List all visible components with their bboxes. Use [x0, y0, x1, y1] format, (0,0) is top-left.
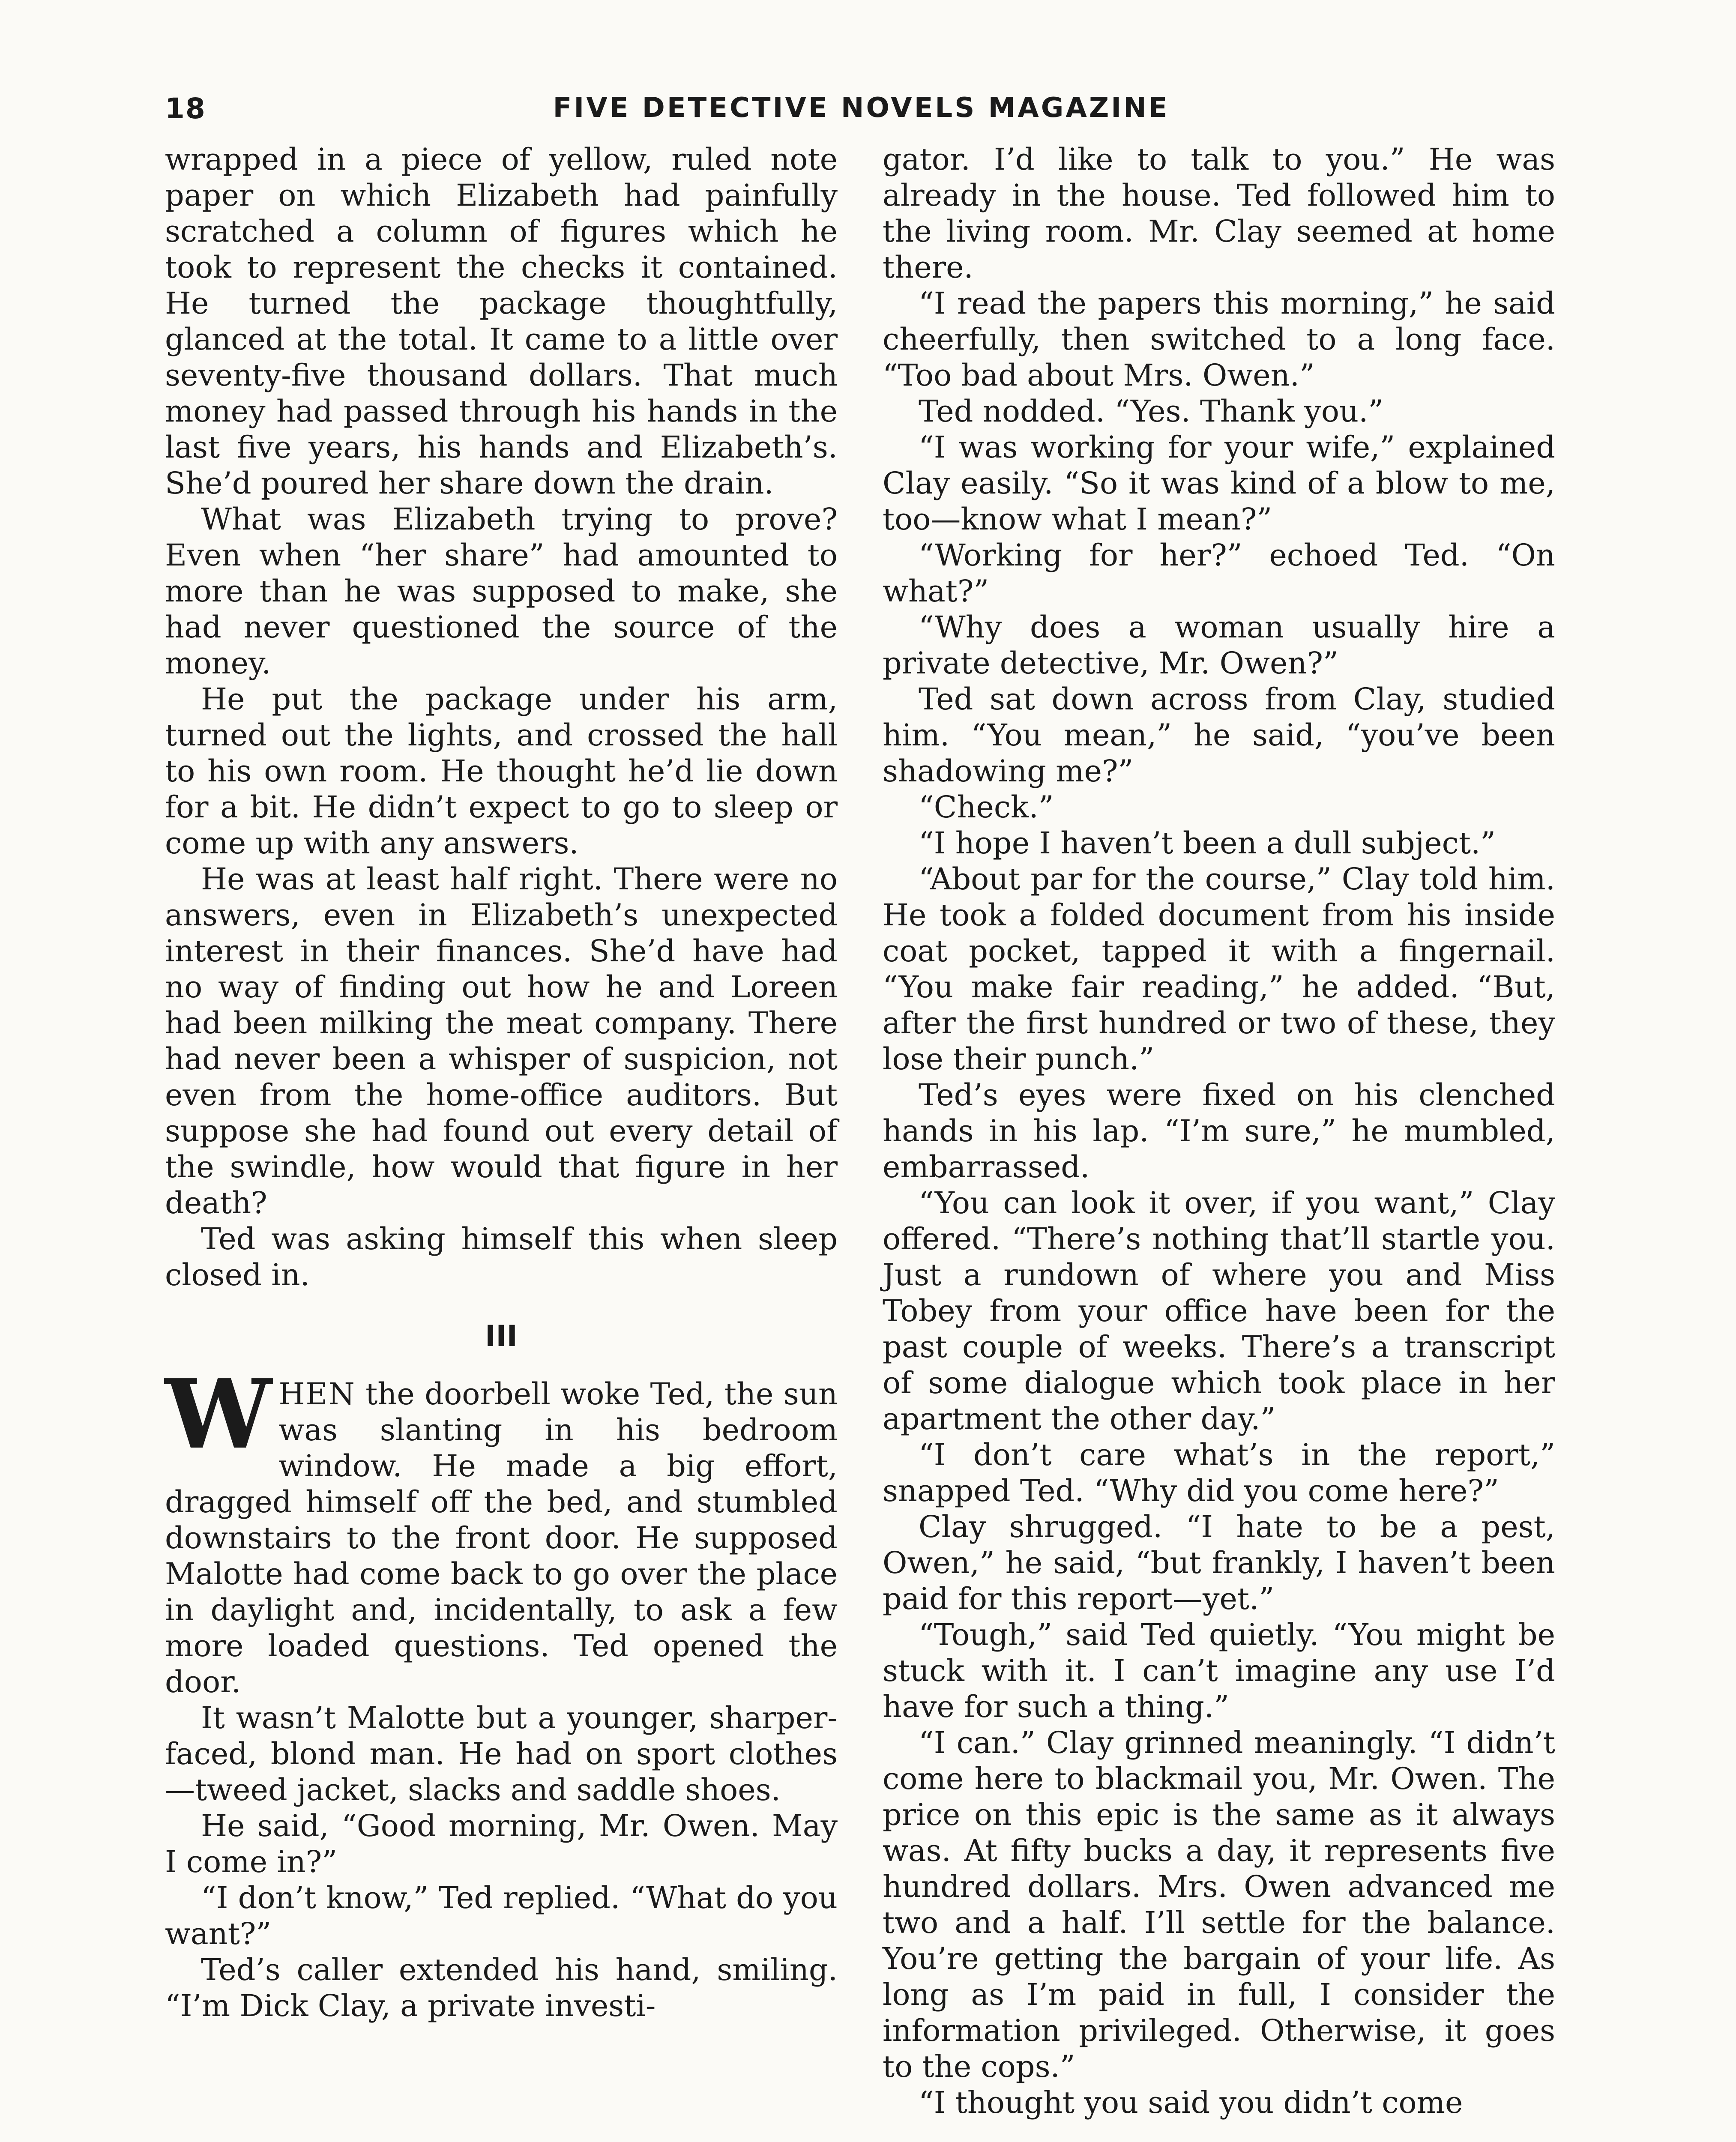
paragraph: What was Elizabeth trying to prove? Even when “her share” had amounted to more than he was supposed to make, she had never questioned the source of the money.: [165, 502, 838, 681]
paragraph: “Working for her?” echoed Ted. “On what?”: [883, 538, 1555, 609]
paragraph: “You can look it over, if you want,” Clay offered. “There’s nothing that’ll startle you. Just a rundown of where you and Miss Tobey from your office have been for the past couple of weeks. There’s a transcript of some dialogue which took place in her apartment the other day.”: [883, 1185, 1555, 1436]
paragraph: “Why does a woman usually hire a private detective, Mr. Owen?”: [883, 610, 1555, 681]
paragraph: “I thought you said you didn’t come: [919, 2085, 1463, 2120]
paragraph: “I can.” Clay grinned meaningly. “I didn’t come here to blackmail you, Mr. Owen. The price on this epic is the same as it always was. At fifty bucks a day, it represents five hundred dollars. Mrs. Owen advanced me two and a half. I’ll settle for the balance. You’re getting the bargain of your life. As long as I’m paid in full, I consider the information privileged. Otherwise, it goes to the cops.”: [883, 1725, 1555, 2084]
paragraph: “I hope I haven’t been a dull subject.”: [919, 826, 1496, 861]
paragraph: It wasn’t Malotte but a younger, sharper-faced, blond man. He had on sport clothes—tweed jacket, slacks and saddle shoes.: [165, 1700, 838, 1807]
page-number: 18: [165, 92, 206, 125]
paragraph: “I don’t care what’s in the report,” snapped Ted. “Why did you come here?”: [883, 1437, 1555, 1508]
paragraph: He said, “Good morning, Mr. Owen. May I come in?”: [165, 1808, 838, 1879]
paragraph: “Tough,” said Ted quietly. “You might be stuck with it. I can’t imagine any use I’d have for such a thing.”: [883, 1617, 1555, 1724]
right-column: [883, 141, 1555, 2121]
paragraph: Ted’s caller extended his hand, smiling. “I’m Dick Clay, a private investi-: [165, 1952, 838, 2023]
paragraph: wrapped in a piece of yellow, ruled note paper on which Elizabeth had painfully scratched a column of figures which he took to represent the checks it contained. He turned the package thoughtfully, glanced at the total. It came to a little over seventy-five thousand dollars. That much money had passed through his hands in the last five years, his hands and Elizabeth’s. She’d poured her share down the drain.: [165, 142, 838, 501]
paragraph: Ted nodded. “Yes. Thank you.”: [919, 394, 1384, 429]
page-header: [165, 92, 1557, 139]
drop-cap-paragraph: [165, 1359, 838, 1700]
drop-cap: W: [165, 1359, 272, 1470]
paragraph: “Check.”: [919, 790, 1054, 825]
paragraph: “I was working for your wife,” explained Clay easily. “So it was kind of a blow to me, too—know what I mean?”: [883, 430, 1555, 537]
paragraph: gator. I’d like to talk to you.” He was already in the house. Ted followed him to the living room. Mr. Clay seemed at home there.: [883, 142, 1555, 285]
paragraph: Ted was asking himself this when sleep closed in.: [165, 1221, 838, 1292]
paragraph: Ted’s eyes were fixed on his clenched hands in his lap. “I’m sure,” he mumbled, embarrassed.: [883, 1077, 1555, 1185]
drop-cap-text: the doorbell woke Ted, the sun was slanting in his bedroom window. He made a big effort, dragged himself off the bed, and stumbled downstairs to the front door. He supposed Malotte had come back to go over the place in daylight and, incidentally, to ask a few more loaded questions. Ted opened the door.: [165, 1376, 838, 1699]
paragraph: He was at least half right. There were no answers, even in Elizabeth’s unexpected interest in their finances. She’d have had no way of finding out how he and Loreen had been milking the meat company. There had never been a whisper of suspicion, not even from the home-office auditors. But suppose she had found out every detail of the swindle, how would that figure in her death?: [165, 862, 838, 1221]
paragraph: Clay shrugged. “I hate to be a pest, Owen,” he said, “but frankly, I haven’t been paid for this report—yet.”: [883, 1509, 1555, 1616]
section-heading: III: [485, 1319, 518, 1353]
left-column: [165, 141, 838, 2024]
paragraph: Ted sat down across from Clay, studied him. “You mean,” he said, “you’ve been shadowing me?”: [883, 682, 1555, 789]
drop-cap-lead: HEN: [278, 1376, 356, 1412]
paragraph: He put the package under his arm, turned out the lights, and crossed the hall to his own room. He thought he’d lie down for a bit. He didn’t expect to go to sleep or come up with any answers.: [165, 682, 838, 861]
paragraph: “I don’t know,” Ted replied. “What do you want?”: [165, 1880, 838, 1951]
paragraph: “I read the papers this morning,” he said cheerfully, then switched to a long face. “Too bad about Mrs. Owen.”: [883, 286, 1555, 393]
paragraph: “About par for the course,” Clay told him. He took a folded document from his inside coat pocket, tapped it with a fingernail. “You make fair reading,” he added. “But, after the first hundred or two of these, they lose their punch.”: [883, 862, 1555, 1077]
running-title: FIVE DETECTIVE NOVELS MAGAZINE: [553, 92, 1170, 124]
